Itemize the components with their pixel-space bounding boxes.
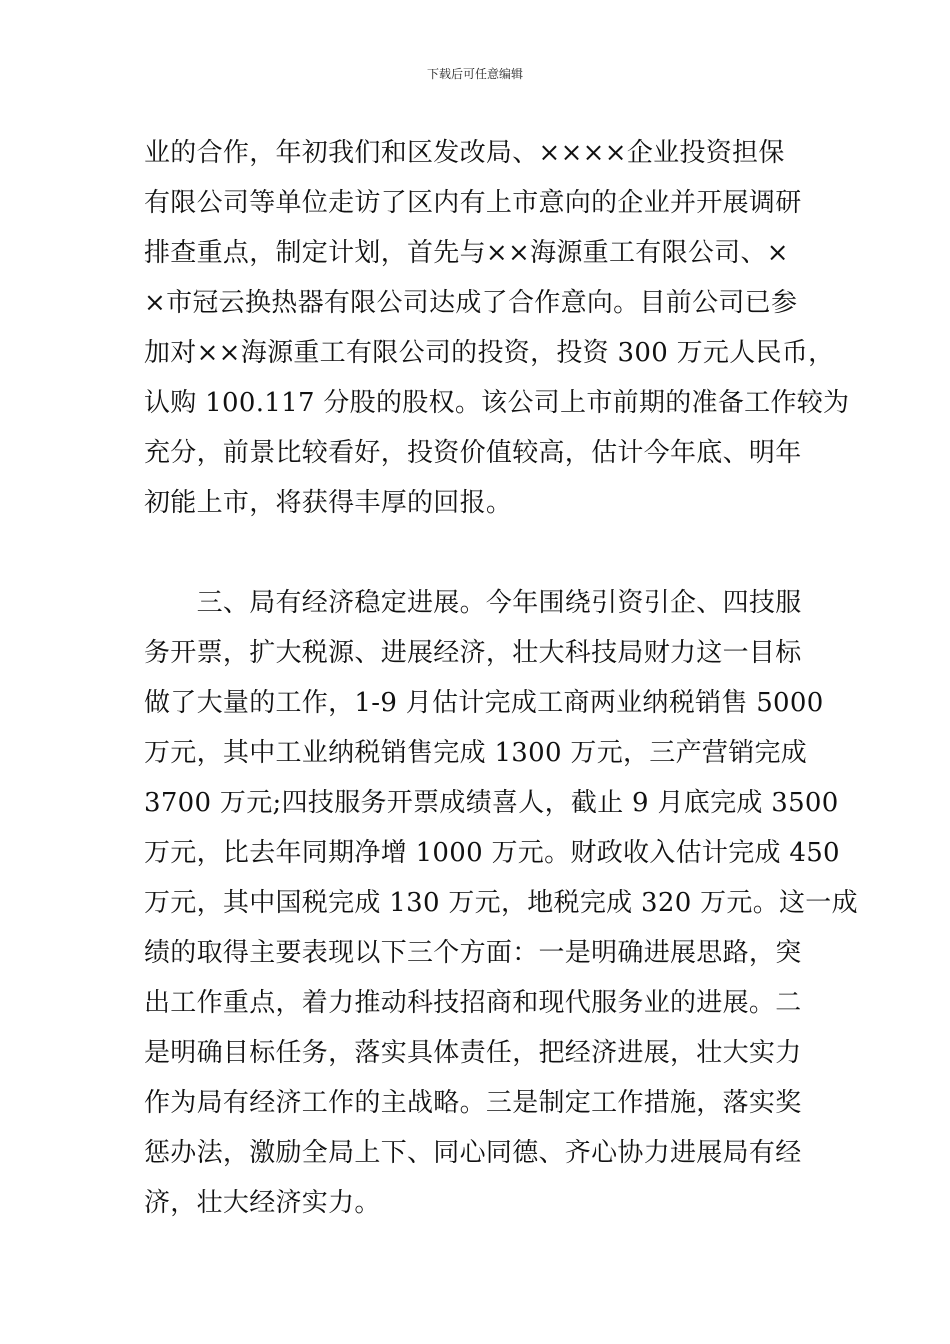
text-line: 3700 万元;四技服务开票成绩喜人，截止 9 月底完成 3500 xyxy=(144,788,839,818)
text-line: 有限公司等单位走访了区内有上市意向的企业并开展调研 xyxy=(144,188,802,218)
text-line: 万元，比去年同期净增 1000 万元。财政收入估计完成 450 xyxy=(144,838,840,868)
text-line: 惩办法，激励全局上下、同心同德、齐心协力进展局有经 xyxy=(144,1138,802,1168)
text-line: 作为局有经济工作的主战略。三是制定工作措施，落实奖 xyxy=(144,1088,802,1118)
page-header: 下载后可任意编辑 xyxy=(426,67,523,81)
text-line: 做了大量的工作，1-9 月估计完成工商两业纳税销售 5000 xyxy=(144,688,824,718)
text-line: 是明确目标任务，落实具体责任，把经济进展，壮大实力 xyxy=(144,1038,802,1068)
text-line: 初能上市，将获得丰厚的回报。 xyxy=(144,488,513,518)
text-line: 业的合作，年初我们和区发改局、××××企业投资担保 xyxy=(144,138,785,168)
text-line: 充分，前景比较看好，投资价值较高，估计今年底、明年 xyxy=(144,438,802,468)
text-line: 务开票，扩大税源、进展经济，壮大科技局财力这一目标 xyxy=(144,638,802,668)
text-line: 排查重点，制定计划，首先与××海源重工有限公司、× xyxy=(144,238,789,268)
text-line: 绩的取得主要表现以下三个方面：一是明确进展思路，突 xyxy=(144,938,802,968)
text-line: 万元，其中国税完成 130 万元，地税完成 320 万元。这一成 xyxy=(144,888,858,918)
paragraph-economy xyxy=(144,578,858,1228)
text-line: 认购 100.117 分股的股权。该公司上市前期的准备工作较为 xyxy=(144,388,850,418)
text-line: 加对××海源重工有限公司的投资，投资 300 万元人民币， xyxy=(144,338,835,368)
text-line: 出工作重点，着力推动科技招商和现代服务业的进展。二 xyxy=(144,988,802,1018)
paragraph-cooperation xyxy=(144,128,850,528)
text-line: ×市冠云换热器有限公司达成了合作意向。目前公司已参 xyxy=(144,288,798,318)
text-line: 万元，其中工业纳税销售完成 1300 万元，三产营销完成 xyxy=(144,738,808,768)
text-line: 三、局有经济稳定进展。今年围绕引资引企、四技服 xyxy=(144,588,802,618)
text-line: 济，壮大经济实力。 xyxy=(144,1188,381,1218)
